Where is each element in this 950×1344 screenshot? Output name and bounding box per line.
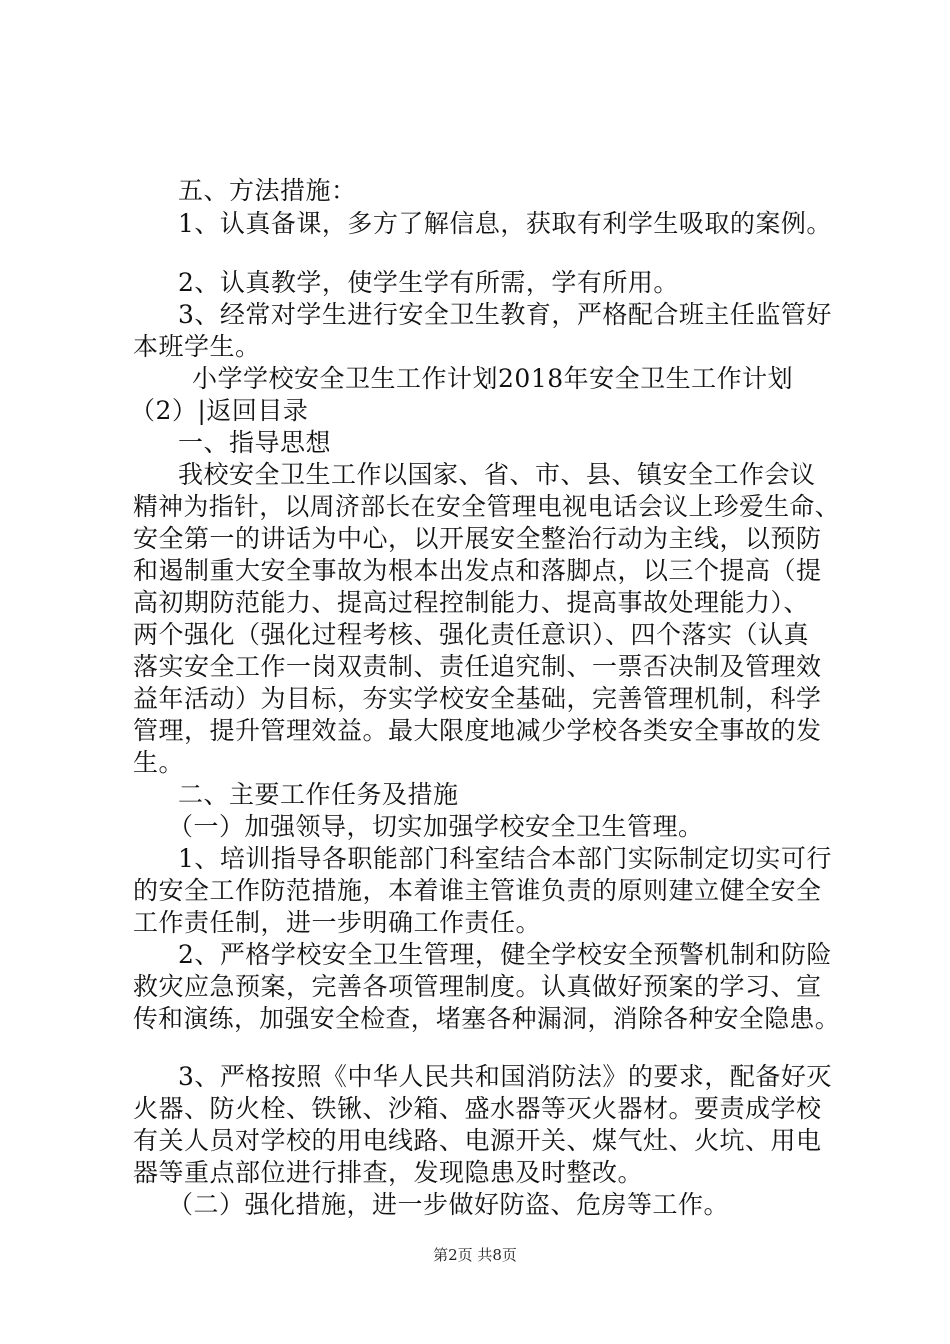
subsection-heading: （二）强化措施，进一步做好防盗、危房等工作。 (168, 1190, 730, 1219)
text-line: 生。 (133, 748, 185, 777)
text-line: 工作责任制，进一步明确工作责任。 (133, 908, 542, 937)
text-line: 安全第一的讲话为中心，以开展安全整治行动为主线，以预防 (133, 524, 822, 553)
page-footer: 第2页 共8页 (433, 1246, 517, 1264)
text-line: 火器、防火栓、铁锹、沙箱、盛水器等灭火器材。要责成学校 (133, 1094, 822, 1123)
section-heading-guiding-ideology: 一、指导思想 (178, 428, 332, 457)
text-line: 高初期防范能力、提高过程控制能力、提高事故处理能力）、 (133, 588, 810, 617)
list-item: 1、认真备课，多方了解信息，获取有利学生吸取的案例。 (178, 209, 832, 238)
section-heading-methods: 五、方法措施： (178, 176, 357, 205)
list-item: 3、严格按照《中华人民共和国消防法》的要求，配备好灭 (178, 1062, 832, 1091)
text-line: 益年活动）为目标，夯实学校安全基础，完善管理机制，科学 (133, 684, 822, 713)
subsection-heading: （一）加强领导，切实加强学校安全卫生管理。 (168, 812, 704, 841)
list-item: 3、经常对学生进行安全卫生教育，严格配合班主任监管好 (178, 300, 832, 329)
text-line: 有关人员对学校的用电线路、电源开关、煤气灶、火坑、用电 (133, 1126, 822, 1155)
text-line: 本班学生。 (133, 332, 261, 361)
text-line: 和遏制重大安全事故为根本出发点和落脚点，以三个提高（提 (133, 556, 822, 585)
list-item: 2、认真教学，使学生学有所需，学有所用。 (178, 268, 679, 297)
list-item: 2、严格学校安全卫生管理，健全学校安全预警机制和防险 (178, 940, 832, 969)
text-line: 的安全工作防范措施，本着谁主管谁负责的原则建立健全安全 (133, 876, 822, 905)
text-line: 我校安全卫生工作以国家、省、市、县、镇安全工作会议 (178, 460, 816, 489)
text-line: 救灾应急预案，完善各项管理制度。认真做好预案的学习、宣 (133, 972, 822, 1001)
list-item: 1、培训指导各职能部门科室结合本部门实际制定切实可行 (178, 844, 832, 873)
text-line: 器等重点部位进行排查，发现隐患及时整改。 (133, 1158, 644, 1187)
text-line: 两个强化（强化过程考核、强化责任意识）、四个落实（认真 (133, 620, 810, 649)
document-title: 小学学校安全卫生工作计划2018年安全卫生工作计划 (192, 364, 794, 393)
back-to-contents-link[interactable]: （2）|返回目录 (130, 396, 309, 425)
text-line: 管理，提升管理效益。最大限度地减少学校各类安全事故的发 (133, 716, 822, 745)
text-line: 精神为指针，以周济部长在安全管理电视电话会议上珍爱生命、 (133, 492, 841, 521)
section-heading-main-tasks: 二、主要工作任务及措施 (178, 780, 459, 809)
text-line: 落实安全工作一岗双责制、责任追究制、一票否决制及管理效 (133, 652, 822, 681)
text-line: 传和演练，加强安全检查，堵塞各种漏洞，消除各种安全隐患。 (133, 1004, 841, 1033)
